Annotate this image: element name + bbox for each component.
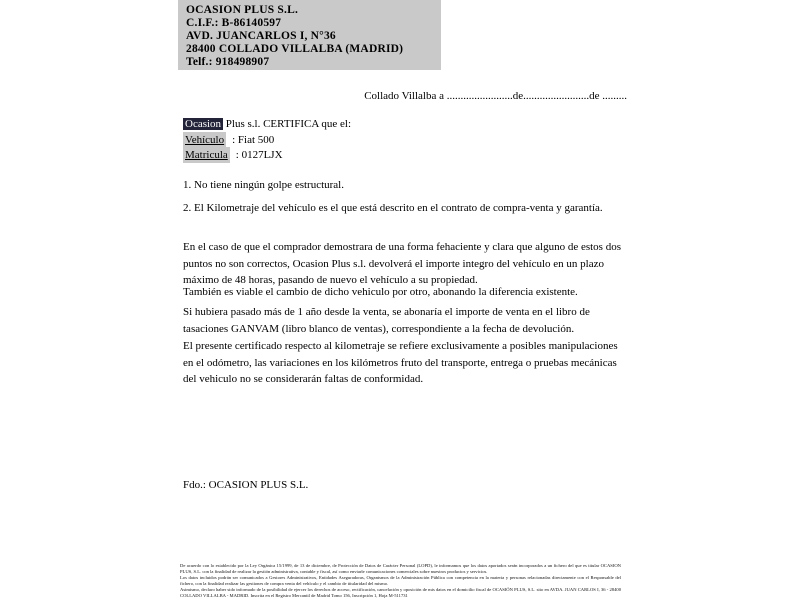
paragraph-ganvam-valuation: Si hubiera pasado más de 1 año desde la venta, se abonaría el importe de venta en el libro de tasaciones GANVAM (libro blanco de ventas), correspondiente a la fecha de devolución. bbox=[183, 306, 590, 335]
paragraph-odometer-disclaimer: El presente certificado respecto al kilometraje se refiere exclusivamente a posibles manipulaciones en el odómetro, las variaciones en los kilómetros fruto del transporte, entrega o pruebas mecánicas del vehiculo no se considerarán faltas de conformidad. bbox=[183, 340, 618, 385]
vehicle-line bbox=[183, 132, 274, 148]
legal-paragraph-lopd: De acuerdo con lo establecido por la Ley Orgánica 15/1999, de 13 de diciembre, de Protección de Datos de Carácter Personal (LOPD), le informamos que los datos aportados serán incorporados a un fichero del que es titular OCASION PLUS, S.L. con la finalidad de realizar la gestión administrativa, contable y fiscal, así como enviarle comunicaciones comerciales sobre nuestros productos y servicios. bbox=[180, 563, 621, 574]
legal-fine-print bbox=[180, 563, 621, 600]
date-line: Collado Villalba a ........................de........................de ......... bbox=[364, 90, 627, 102]
plate-label: Matricula bbox=[185, 149, 228, 161]
legal-paragraph-rights: Asimismo, declaro haber sido informado de la posibilidad de ejercer los derechos de acceso, rectificación, cancelación y oposición de mis datos en el domicilio fiscal de OCASIÓN PLUS, S.L. sito en AVDA. JUAN CARLOS I, 36 - 28400 COLLADO VILLALBA - MADRID. Inscrita en el Registro Mercantil de Madrid Tomo 156, Inscripción 1, Hoja M-511731 bbox=[180, 587, 621, 598]
certifica-text: Plus s.l. CERTIFICA que el: bbox=[223, 118, 352, 130]
company-cif: C.I.F.: B-86140597 bbox=[186, 17, 282, 29]
company-header-block bbox=[178, 0, 441, 70]
certified-point-1: 1. No tiene ningún golpe estructural. bbox=[183, 179, 344, 191]
plate-line bbox=[183, 147, 283, 163]
paragraph-exchange-option: También es viable el cambio de dicho vehiculo por otro, abonando la diferencia existente. bbox=[183, 286, 578, 298]
company-phone: Telf.: 918498907 bbox=[186, 56, 270, 68]
legal-paragraph-data-sharing: Los datos incluidos podrán ser comunicados a Gestores Administrativos, Entidades Aseguradoras, Organismos de la Administración Pública con competencia en la materia y personas relacionadas directamente con el Responsable del fichero, con la finalidad realizar las gestiones de compra venta del vehículo y el cambio de titularidad del mismo. bbox=[180, 575, 621, 586]
certified-point-2: 2. El Kilometraje del vehículo es el que está descrito en el contrato de compra-venta y garantía. bbox=[183, 202, 603, 214]
company-address: AVD. JUANCARLOS I, N°36 bbox=[186, 30, 336, 42]
plate-value: : 0127LJX bbox=[235, 149, 283, 161]
paragraph-refund-terms: En el caso de que el comprador demostrara de una forma fehaciente y clara que alguno de estos dos puntos no son correctos, Ocasion Plus s.l. devolverá el importe integro del vehículo en un plazo máximo de 48 horas, pasando de nuevo el vehículo a su propiedad. bbox=[183, 241, 621, 286]
vehicle-value: : Fiat 500 bbox=[232, 134, 275, 146]
company-city: 28400 COLLADO VILLALBA (MADRID) bbox=[186, 43, 404, 55]
signature-line: Fdo.: OCASION PLUS S.L. bbox=[183, 479, 309, 491]
certifica-highlighted-word: Ocasion bbox=[185, 118, 222, 130]
company-name: OCASION PLUS S.L. bbox=[186, 4, 299, 16]
vehicle-label: Vehículo bbox=[185, 134, 225, 146]
certifica-line bbox=[183, 116, 351, 132]
